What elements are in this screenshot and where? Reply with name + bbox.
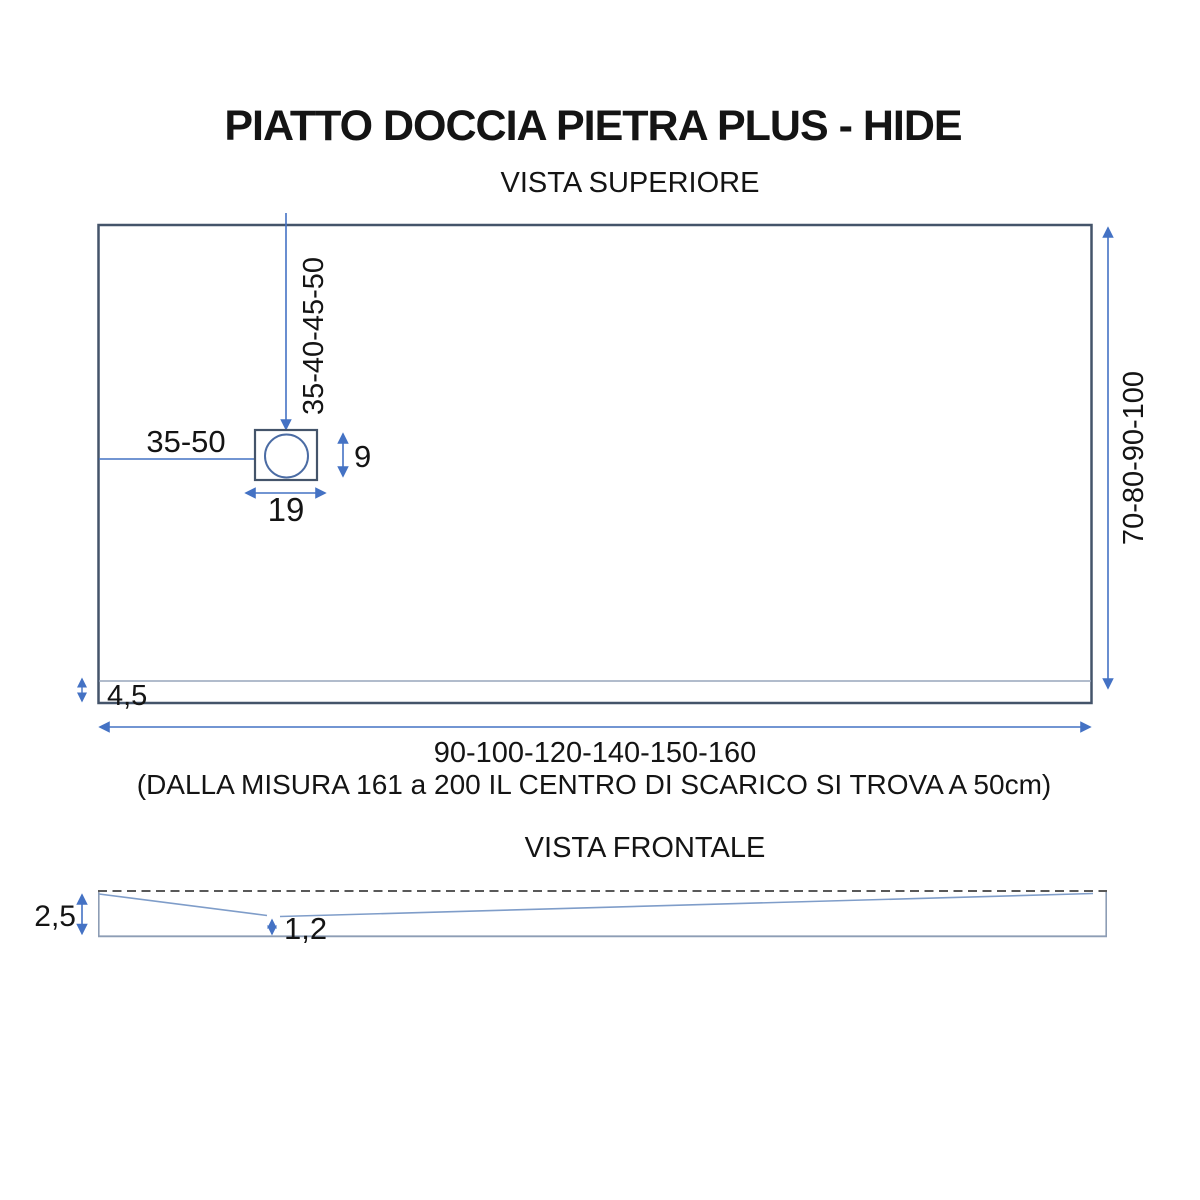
front-edge-thickness-label: 2,5 xyxy=(34,900,76,933)
front-left-slope-line xyxy=(99,894,267,916)
front-right-slope-line xyxy=(280,894,1093,917)
tray-top-outline xyxy=(99,225,1092,703)
lower-band-height-label: 4,5 xyxy=(107,680,148,712)
page-title: PIATTO DOCCIA PIETRA PLUS - HIDE xyxy=(224,102,962,150)
front-drain-thickness-label: 1,2 xyxy=(284,911,328,946)
drain-position-note: (DALLA MISURA 161 a 200 IL CENTRO DI SCARICO SI TROVA A 50cm) xyxy=(136,769,1052,800)
tray-width-label: 90-100-120-140-150-160 xyxy=(433,737,757,769)
drain-offset-left-label: 35-50 xyxy=(146,424,226,459)
tray-depth-label: 70-80-90-100 xyxy=(1118,370,1150,546)
drain-offset-top-label: 35-40-45-50 xyxy=(298,257,330,415)
drain-height-label: 9 xyxy=(354,439,372,474)
drain-width-label: 19 xyxy=(267,491,305,528)
front-view-label: VISTA FRONTALE xyxy=(524,832,766,864)
top-view-label: VISTA SUPERIORE xyxy=(500,167,760,199)
